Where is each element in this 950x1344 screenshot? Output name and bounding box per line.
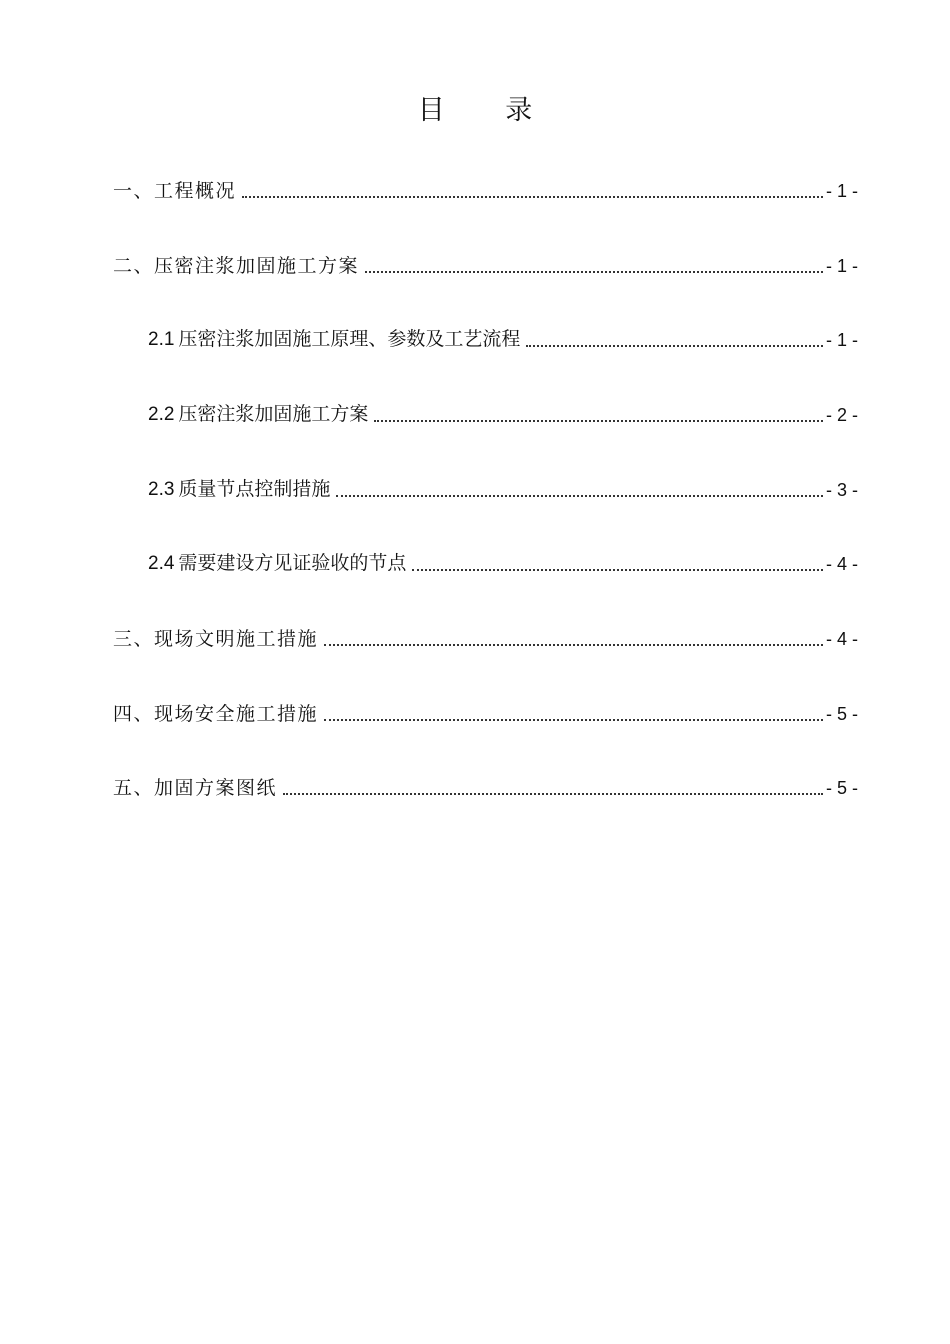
toc-dot-leader	[365, 271, 823, 273]
toc-entry[interactable]	[113, 699, 858, 729]
toc-dot-leader	[526, 345, 823, 347]
toc-dot-leader	[283, 793, 823, 795]
toc-section-number: 2.1	[148, 329, 175, 350]
toc-entry-text	[148, 548, 406, 579]
toc-section-title: 压密注浆加固施工原理、参数及工艺流程	[178, 328, 521, 350]
toc-section-number: 2.4	[148, 553, 175, 574]
toc-page-number: - 5 -	[825, 704, 858, 724]
toc-section-number: 2.2	[148, 404, 175, 425]
toc-entry-text	[148, 399, 368, 430]
toc-section-title: 需要建设方见证验收的节点	[178, 552, 407, 574]
toc-entry[interactable]	[113, 251, 858, 281]
toc-dot-leader	[324, 719, 823, 721]
toc-entry-text	[148, 324, 520, 355]
toc-page-number: - 1 -	[825, 181, 858, 201]
toc-dot-leader	[324, 644, 823, 646]
toc-entry-text: 三、现场文明施工措施	[113, 628, 319, 650]
toc-entry-text: 二、压密注浆加固施工方案	[113, 255, 360, 277]
toc-page-number: - 4 -	[825, 629, 858, 649]
toc-page-number: - 3 -	[825, 480, 858, 500]
toc-entry-text: 一、工程概况	[113, 180, 237, 202]
toc-page-number: - 4 -	[825, 554, 858, 574]
toc-subentry[interactable]	[148, 325, 858, 355]
toc-title: 目 录	[417, 95, 559, 126]
toc-dot-leader	[412, 569, 823, 571]
toc-entry[interactable]	[113, 624, 858, 654]
toc-entry-text: 四、现场安全施工措施	[113, 703, 319, 725]
toc-section-title: 质量节点控制措施	[178, 478, 331, 500]
toc-subentry[interactable]	[148, 400, 858, 430]
toc-entry[interactable]	[113, 176, 858, 206]
toc-subentry[interactable]	[148, 549, 858, 579]
toc-entry-text	[148, 474, 330, 505]
toc-dot-leader	[336, 495, 823, 497]
toc-page-number: - 1 -	[825, 330, 858, 350]
toc-entry[interactable]	[113, 773, 858, 803]
toc-subentry[interactable]	[148, 475, 858, 505]
toc-page-number: - 1 -	[825, 256, 858, 276]
toc-entry-text: 五、加固方案图纸	[113, 777, 278, 799]
toc-dot-leader	[242, 196, 823, 198]
toc-section-title: 压密注浆加固施工方案	[178, 403, 369, 425]
toc-dot-leader	[374, 420, 823, 422]
toc-section-number: 2.3	[148, 479, 175, 500]
toc-page-number: - 2 -	[825, 405, 858, 425]
toc-page-number: - 5 -	[825, 778, 858, 798]
